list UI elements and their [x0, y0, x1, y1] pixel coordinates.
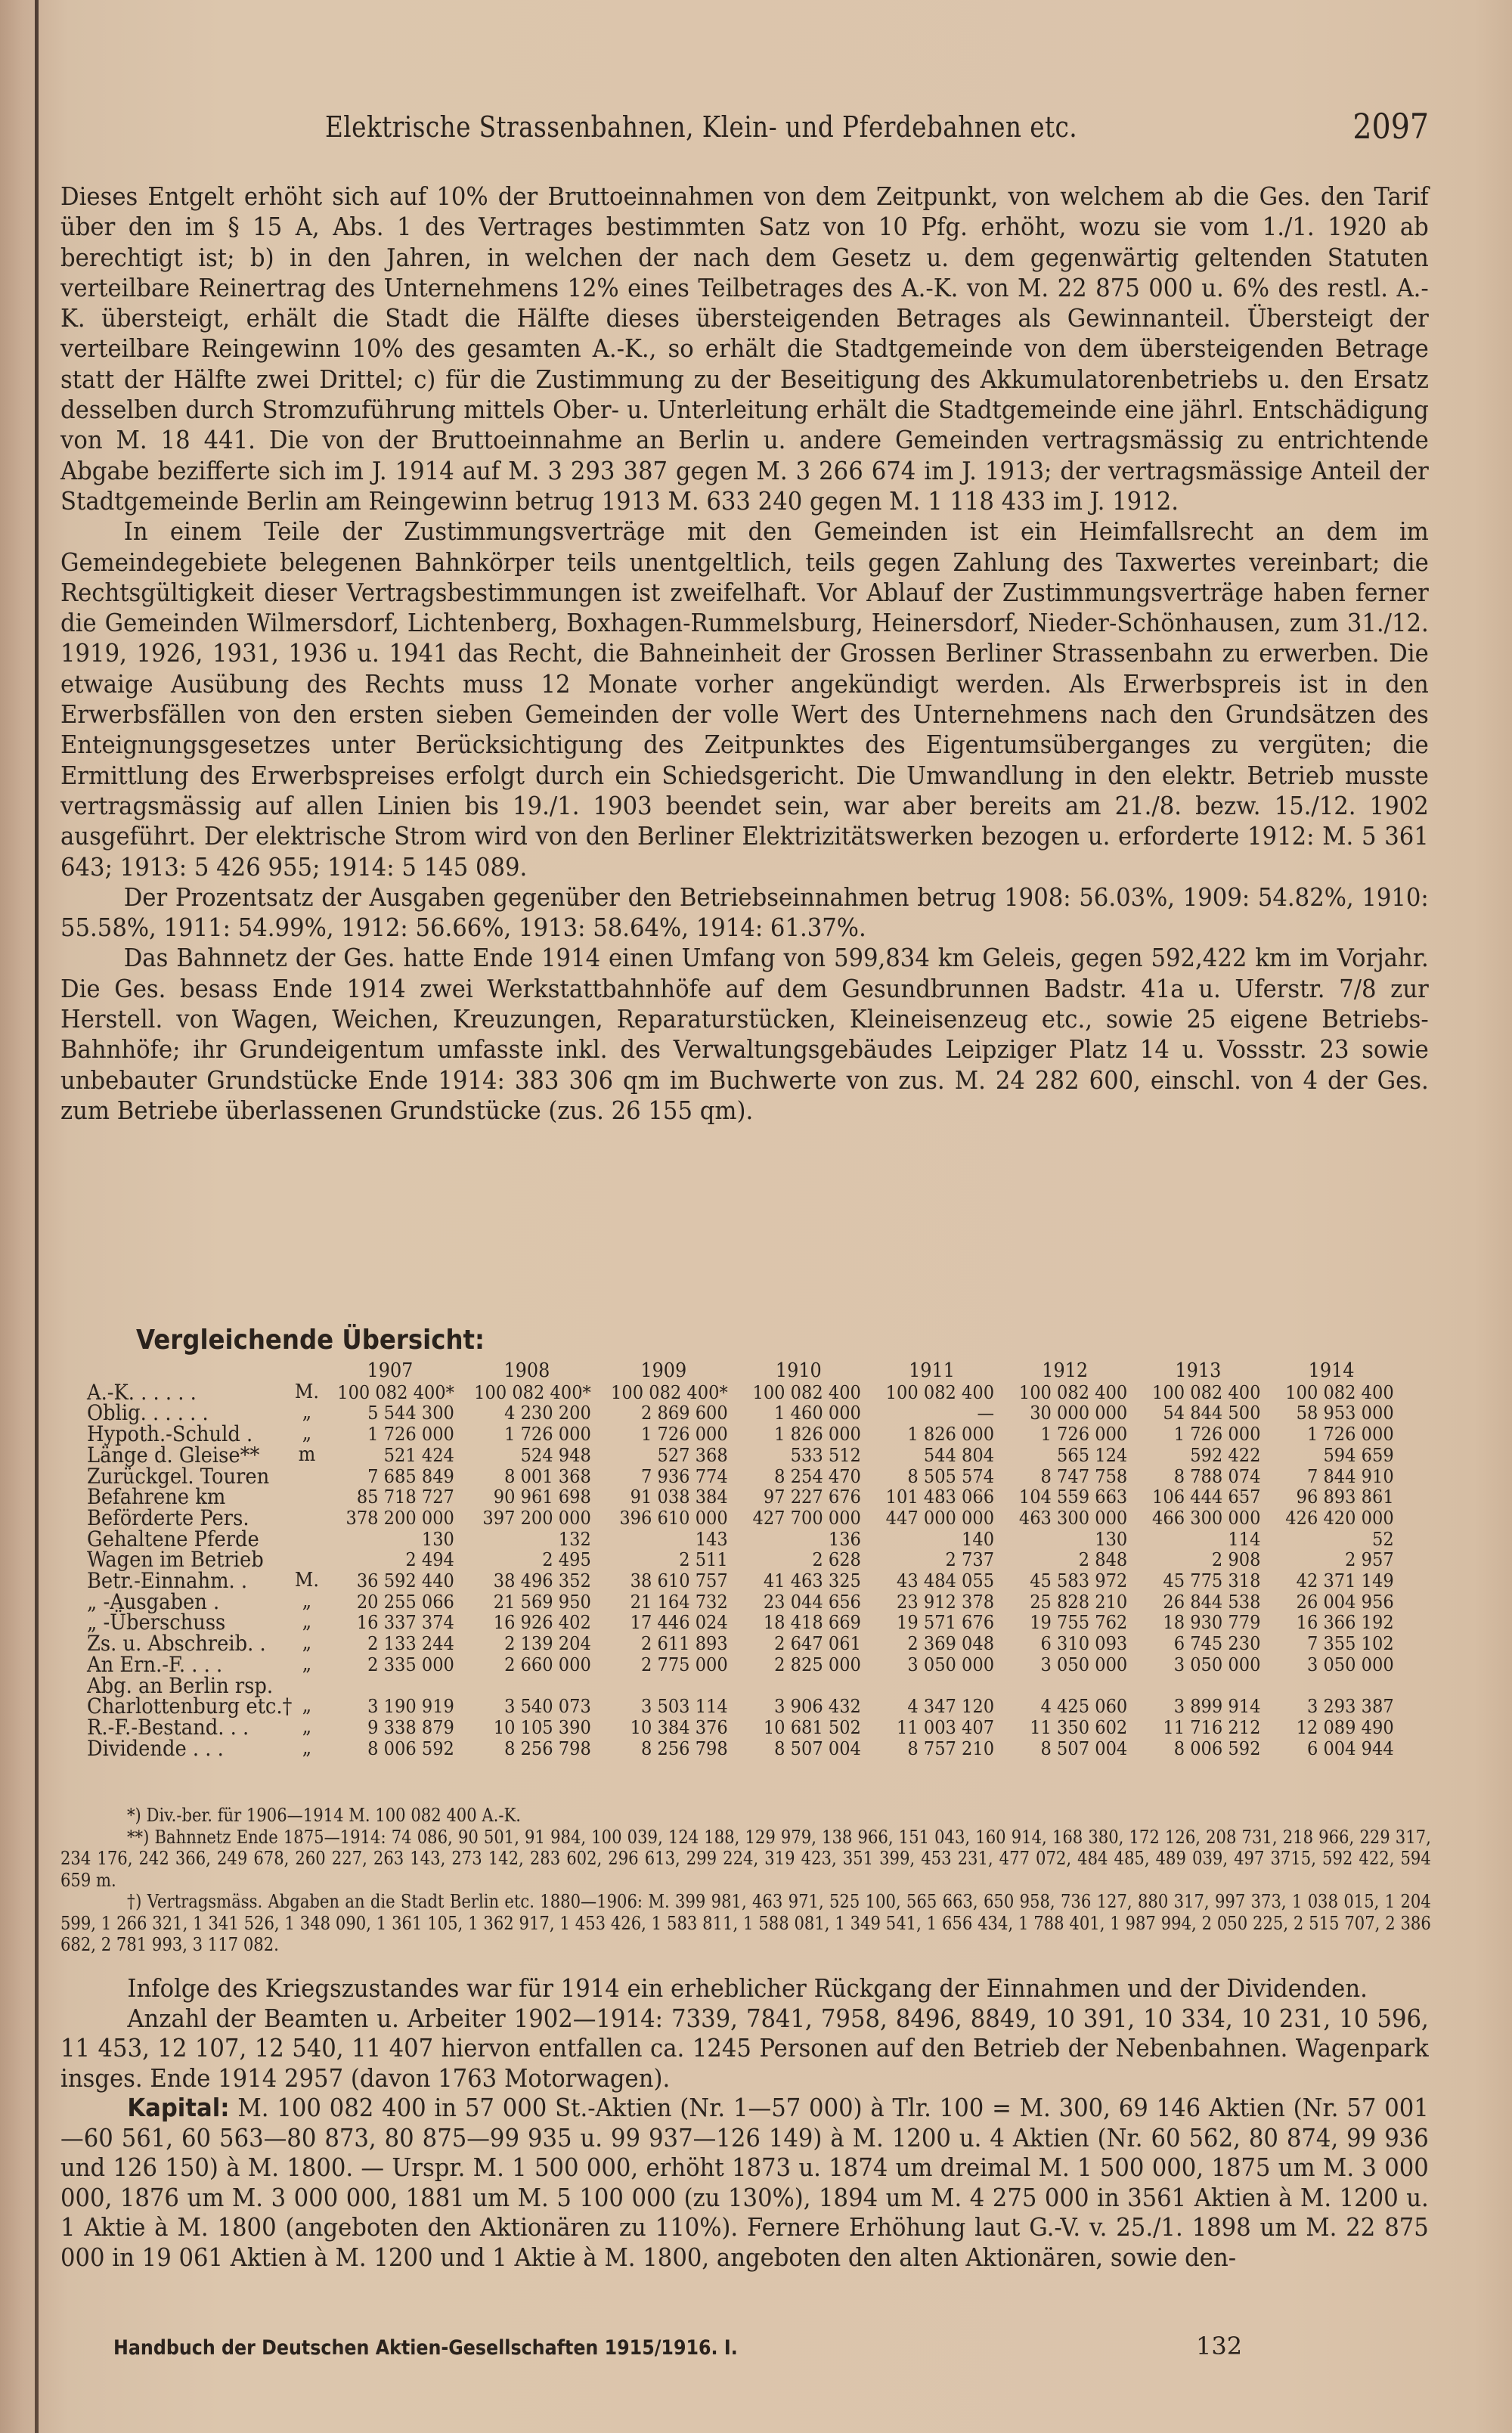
table-cell: 20 255 066 [356, 1590, 454, 1613]
table-cell: 143 [695, 1527, 728, 1550]
row-unit: „ [302, 1610, 312, 1634]
table-cell: 544 804 [923, 1443, 995, 1466]
table-cell: 17 446 024 [630, 1611, 728, 1634]
table-cell: 3 540 073 [504, 1695, 591, 1718]
table-cell: 3 906 432 [774, 1695, 861, 1718]
row-unit: „ [302, 1401, 312, 1424]
table-cell: 2 495 [542, 1548, 591, 1571]
row-unit: „ [302, 1736, 312, 1759]
row-label: Betr.-Einnahm. . [87, 1568, 248, 1594]
footnote-dagger: †) Vertragsmäss. Abgaben an die Stadt Berlin etc. 1880—1906: M. 399 981, 463 971, 525 100, 565 663, 650 958, 736 127, 880 317, 997 373, 1 038 015, 1 204 599, 1 266 321, 1 341 526, 1 348 090, 1 361 105, 1 362 917, 1 453 426, 1 583 811, 1 588 081, 1 349 541, 1 656 434, 1 788 401, 1 987 994, 2 050 225, 2 515 707, 2 386 682, 2 781 993, 3 117 082. [60, 1891, 1431, 1955]
paragraph-employees: Anzahl der Beamten u. Arbeiter 1902—1914: 7339, 7841, 7958, 8496, 8849, 10 391, 10 334, 10 231, 10 596, 11 453, 12 107, 12 540, 11 407 hiervon entfallen ca. 1245 Personen auf den Betrieb der Nebenbahnen. Wagenpark insges. Ende 1914 2957 (davon 1763 Motorwagen). [60, 2003, 1429, 2093]
table-cell: 2 825 000 [774, 1653, 861, 1675]
table-cell: 100 082 400* [337, 1381, 454, 1403]
table-cell: 100 082 400* [611, 1381, 728, 1403]
table-cell: 9 338 879 [367, 1715, 454, 1738]
table-cell: 100 082 400 [1152, 1381, 1261, 1403]
row-label: Gehaltene Pferde [87, 1526, 259, 1551]
table-cell: 104 559 663 [1018, 1486, 1128, 1508]
table-row [87, 1654, 1398, 1675]
table-cell: 10 681 502 [763, 1715, 861, 1738]
paragraph-kapital [60, 2093, 1429, 2272]
table-row [87, 1466, 1398, 1487]
table-cell: 45 775 318 [1163, 1570, 1261, 1592]
table-cell: 21 164 732 [630, 1590, 728, 1613]
table-cell: 1 726 000 [1040, 1423, 1128, 1446]
table-cell: 521 424 [383, 1443, 454, 1466]
footer-title: Handbuch der Deutschen Aktien-Gesellschaften 1915/1916. I. [113, 2336, 738, 2360]
table-row [87, 1445, 1398, 1466]
table-cell: 21 569 950 [493, 1590, 591, 1613]
table-cell: 8 254 470 [774, 1464, 861, 1487]
table-cell: 6 745 230 [1173, 1632, 1261, 1655]
table-cell [732, 1675, 865, 1697]
row-label: R.-F.-Bestand. . . [87, 1714, 249, 1740]
row-label: Abg. an Berlin rsp. [87, 1672, 274, 1698]
table-cell: 54 844 500 [1163, 1402, 1261, 1424]
year-header: 1908 [503, 1359, 550, 1382]
table-cell: 18 930 779 [1163, 1611, 1261, 1634]
table-cell: 130 [421, 1527, 454, 1550]
table-cell: 114 [1228, 1527, 1261, 1550]
table-cell: 2 335 000 [367, 1653, 454, 1675]
table-cell: 90 961 698 [493, 1486, 591, 1508]
footnotes [60, 1805, 1431, 1956]
table-cell: 7 685 849 [367, 1464, 454, 1487]
kapital-label: Kapital: [127, 2093, 230, 2122]
table-cell: 96 893 861 [1296, 1486, 1394, 1508]
year-header: 1912 [1042, 1359, 1089, 1382]
table-cell: 447 000 000 [885, 1506, 995, 1529]
table-cell: 8 757 210 [907, 1737, 995, 1759]
table-cell: 136 [828, 1527, 861, 1550]
table-cell: 8 507 004 [774, 1737, 861, 1759]
table-cell: 100 082 400 [885, 1381, 995, 1403]
row-unit [292, 1486, 321, 1508]
running-title: Elektrische Strassenbahnen, Klein- und Pferdebahnen etc. [325, 110, 1078, 144]
table-cell: 10 105 390 [493, 1715, 591, 1738]
table-row [87, 1402, 1398, 1424]
row-unit [292, 1508, 321, 1529]
table-row [87, 1508, 1398, 1529]
table-cell: 1 726 000 [1173, 1423, 1261, 1446]
row-unit [292, 1466, 321, 1487]
table-cell: 2 869 600 [640, 1402, 728, 1424]
row-unit: „ [302, 1632, 312, 1655]
table-cell: 11 716 212 [1163, 1715, 1261, 1738]
kapital-text: M. 100 082 400 in 57 000 St.-Aktien (Nr. 1—57 000) à Tlr. 100 = M. 300, 69 146 Aktien (Nr. 57 001—60 561, 60 563—80 873, 80 875—99 935 u. 99 937—126 149) à M. 1200 u. 4 Aktien (Nr. 60 562, 80 874, 99 936 und 126 150) à M. 1800. — Urspr. M. 1 500 000, erhöht 1873 u. 1874 um dreimal M. 1 500 000, 1875 um M. 3 000 000, 1876 um M. 3 000 000, 1881 um M. 5 100 000 (zu 130%), 1894 um M. 4 275 000 in 3561 Aktien à M. 1200 u. 1 Aktie à M. 1800 (angeboten den Aktionären zu 110%). Fernere Erhöhung laut G.-V. v. 25./1. 1898 um M. 22 875 000 in 19 061 Aktien à M. 1200 und 1 Aktie à M. 1800, angeboten den alten Aktionären, sowie den- [60, 2093, 1429, 2272]
table-cell: 11 003 407 [897, 1715, 995, 1738]
row-label: Hypoth.-Schuld . [87, 1421, 253, 1447]
table-row [87, 1696, 1398, 1717]
table-cell: 2 511 [679, 1548, 728, 1571]
table-cell [1265, 1675, 1398, 1697]
table-cell: 2 775 000 [640, 1653, 728, 1675]
table-cell: 100 082 400 [1018, 1381, 1128, 1403]
footer-signature: 132 [1196, 2332, 1243, 2360]
table-cell: 91 038 384 [630, 1486, 728, 1508]
table-cell: 2 139 204 [504, 1632, 591, 1655]
row-label: Oblig. . . . . . [87, 1400, 209, 1426]
table-cell: 18 418 669 [763, 1611, 861, 1634]
row-label: Zurückgel. Touren [87, 1463, 270, 1489]
body-text-bottom [60, 1973, 1429, 2272]
table-cell [865, 1675, 998, 1697]
table-cell: 8 747 758 [1040, 1464, 1128, 1487]
table-cell: 8 006 592 [367, 1737, 454, 1759]
table-cell: 5 544 300 [367, 1402, 454, 1424]
table-cell: 2 848 [1078, 1548, 1128, 1571]
table-cell: 4 425 060 [1040, 1695, 1128, 1718]
table-cell: 427 700 000 [752, 1506, 861, 1529]
table-cell: 2 957 [1345, 1548, 1394, 1571]
table-cell: 100 082 400 [1285, 1381, 1394, 1403]
comparison-table [87, 1361, 1398, 1759]
table-cell: 533 512 [790, 1443, 861, 1466]
row-unit [292, 1529, 321, 1550]
table-cell: 8 006 592 [1173, 1737, 1261, 1759]
table-cell: 8 001 368 [504, 1464, 591, 1487]
table-row [87, 1675, 1398, 1697]
table-cell: 1 726 000 [640, 1423, 728, 1446]
table-cell: 3 050 000 [1173, 1653, 1261, 1675]
table-cell: 594 659 [1323, 1443, 1394, 1466]
table-cell: 26 844 538 [1163, 1590, 1261, 1613]
comparison-heading: Vergleichende Übersicht: [136, 1325, 485, 1356]
year-header: 1910 [775, 1359, 822, 1382]
table-cell: 19 571 676 [897, 1611, 995, 1634]
table-cell: 396 610 000 [619, 1506, 728, 1529]
table-cell: 527 368 [657, 1443, 728, 1466]
table-row [87, 1633, 1398, 1654]
row-unit: m [298, 1443, 316, 1466]
table-cell: 8 256 798 [640, 1737, 728, 1759]
table-cell: 378 200 000 [345, 1506, 454, 1529]
table-cell: 16 926 402 [493, 1611, 591, 1634]
table-cell: 132 [558, 1527, 591, 1550]
table-cell: 3 899 914 [1173, 1695, 1261, 1718]
table-cell: 100 082 400 [752, 1381, 861, 1403]
page-header [0, 106, 1493, 151]
table-cell: 23 044 656 [763, 1590, 861, 1613]
row-unit: M. [294, 1380, 320, 1403]
table-cell: 7 844 910 [1306, 1464, 1394, 1487]
paragraph-reversion-rights: In einem Teile der Zustimmungsverträge mit den Gemeinden ist ein Heimfallsrecht an dem im Gemeindegebiete belegenen Bahnkörper teils unentgeltlich, teils gegen Zahlung des Taxwertes vereinbart; die Rechtsgültigkeit dieser Vertragsbestimmungen ist zweifelhaft. Vor Ablauf der Zustimmungsverträge haben ferner die Gemeinden Wilmersdorf, Lichtenberg, Boxhagen-Rummelsburg, Heinersdorf, Nieder-Schönhausen, zum 31./12. 1919, 1926, 1931, 1936 u. 1941 das Recht, die Bahneinheit der Grossen Berliner Strassenbahn zu erwerben. Die etwaige Ausübung des Rechts muss 12 Monate vorher angekündigt werden. Als Erwerbspreis ist in den Erwerbsfällen von den ersten sieben Gemeinden der volle Wert des Unternehmens nach den Grundsätzen des Enteignungsgesetzes unter Berücksichtigung des Zeitpunktes des Eigentumsüberganges zu vergüten; die Ermittlung des Erwerbspreises erfolgt durch ein Schiedsgericht. Die Umwandlung in den elektr. Betrieb musste vertragsmässig auf allen Linien bis 19./1. 1903 beendet sein, war aber bereits am 21./8. bezw. 15./12. 1902 ausgeführt. Der elektrische Strom wird von den Berliner Elektrizitätswerken bezogen u. erforderte 1912: M. 5 361 643; 1913: 5 426 955; 1914: 5 145 089. [60, 516, 1429, 882]
table-row [87, 1612, 1398, 1633]
table-cell: 2 908 [1211, 1548, 1261, 1571]
row-label: Länge d. Gleise** [87, 1442, 260, 1468]
row-unit [292, 1675, 321, 1697]
row-label: Charlottenburg etc.† [87, 1694, 293, 1719]
table-cell: 8 505 574 [907, 1464, 995, 1487]
row-label: „ -Überschuss [87, 1610, 226, 1635]
table-cell: 140 [962, 1527, 995, 1550]
table-cell: 1 726 000 [1306, 1423, 1394, 1446]
row-unit: „ [302, 1652, 312, 1675]
table-cell: 7 355 102 [1306, 1632, 1394, 1655]
table-cell: 565 124 [1057, 1443, 1128, 1466]
header-unit-spacer [292, 1361, 321, 1382]
book-gutter [35, 0, 39, 2433]
table-cell: 3 050 000 [907, 1653, 995, 1675]
table-cell: 592 422 [1190, 1443, 1261, 1466]
table-cell: 3 190 919 [367, 1695, 454, 1718]
table-cell: 8 256 798 [504, 1737, 591, 1759]
table-cell: 101 483 066 [885, 1486, 995, 1508]
row-unit: „ [302, 1694, 312, 1718]
table-cell: 10 384 376 [630, 1715, 728, 1738]
table-cell: 45 583 972 [1030, 1570, 1128, 1592]
table-cell: 3 050 000 [1306, 1653, 1394, 1675]
table-cell: 42 371 149 [1296, 1570, 1394, 1592]
table-cell: 8 507 004 [1040, 1737, 1128, 1759]
table-cell [999, 1675, 1132, 1697]
table-cell: 1 460 000 [774, 1402, 861, 1424]
row-unit: „ [302, 1715, 312, 1738]
table-cell: 1 826 000 [907, 1423, 995, 1446]
table-body [87, 1379, 1398, 1761]
table-cell: 16 337 374 [356, 1611, 454, 1634]
table-cell: 2 494 [405, 1548, 454, 1571]
table-cell: 19 755 762 [1030, 1611, 1128, 1634]
table-cell: 2 737 [945, 1548, 995, 1571]
table-row [87, 1570, 1398, 1592]
year-header: 1913 [1175, 1359, 1222, 1382]
row-label: Zs. u. Abschreib. . [87, 1631, 266, 1657]
table-cell: 38 496 352 [493, 1570, 591, 1592]
paragraph-municipal-fees: Dieses Entgelt erhöht sich auf 10% der Bruttoeinnahmen von dem Zeitpunkt, von welchem ab die Ges. den Tarif über den im § 15 A, Abs. 1 des Vertrages bestimmten Satz von 10 Pfg. erhöht, wozu sie vom 1./1. 1920 ab berechtigt ist; b) in den Jahren, in welchen der nach dem Gesetz u. dem gegenwärtig geltenden Statuten verteilbare Reinertrag des Unternehmens 12% eines Teilbetrages des A.-K. von M. 22 875 000 u. 6% des restl. A.-K. übersteigt, erhält die Stadt die Hälfte dieses übersteigenden Betrages als Gewinnanteil. Übersteigt der verteilbare Reingewinn 10% des gesamten A.-K., so erhält die Stadtgemeinde von dem übersteigenden Betrage statt der Hälfte zwei Drittel; c) für die Zustimmung zu der Beseitigung des Akkumulatorenbetriebs u. den Ersatz desselben durch Stromzuführung mittels Ober- u. Unterleitung erhält die Stadtgemeinde eine jährl. Entschädigung von M. 18 441. Die von der Bruttoeinnahme an Berlin u. andere Gemeinden vertragsmässig zu entrichtende Abgabe bezifferte sich im J. 1914 auf M. 3 293 387 gegen M. 3 266 674 im J. 1913; der vertragsmässige Anteil der Stadtgemeinde Berlin am Reingewinn betrug 1913 M. 633 240 gegen M. 1 118 433 im J. 1912. [60, 181, 1429, 516]
table-cell: 3 050 000 [1040, 1653, 1128, 1675]
table-cell: 7 936 774 [640, 1464, 728, 1487]
table-row [87, 1549, 1398, 1570]
table-cell: 2 611 893 [640, 1632, 728, 1655]
table-cell: 23 912 378 [897, 1590, 995, 1613]
table-cell: 1 726 000 [367, 1423, 454, 1446]
row-unit: „ [302, 1422, 312, 1446]
table-cell [322, 1675, 459, 1697]
table-cell: 58 953 000 [1296, 1402, 1394, 1424]
table-cell: 2 369 048 [907, 1632, 995, 1655]
row-label: Wagen im Betrieb [87, 1547, 264, 1573]
row-unit: „ [302, 1589, 312, 1613]
table-cell: 463 300 000 [1018, 1506, 1128, 1529]
header-label-spacer [87, 1361, 292, 1382]
table-header-row [87, 1361, 1398, 1382]
row-label: Dividende . . . [87, 1735, 224, 1761]
table-cell: 43 484 055 [897, 1570, 995, 1592]
table-cell: 3 293 387 [1306, 1695, 1394, 1718]
row-label: An Ern.-F. . . . [87, 1651, 223, 1677]
table-cell: 12 089 490 [1296, 1715, 1394, 1738]
paragraph-expense-ratio: Der Prozentsatz der Ausgaben gegenüber den Betriebseinnahmen betrug 1908: 56.03%, 1909: 54.82%, 1910: 55.58%, 1911: 54.99%, 1912: 56.66%, 1913: 58.64%, 1914: 61.37%. [60, 882, 1429, 943]
table-row [87, 1486, 1398, 1508]
table-cell: 25 828 210 [1030, 1590, 1128, 1613]
row-label: Befahrene km [87, 1484, 226, 1510]
table-cell: 36 592 440 [356, 1570, 454, 1592]
table-row [87, 1424, 1398, 1445]
footnote-asterisk: *) Div.-ber. für 1906—1914 M. 100 082 400 A.-K. [127, 1805, 521, 1826]
table-cell: 466 300 000 [1152, 1506, 1261, 1529]
table-cell: 8 788 074 [1173, 1464, 1261, 1487]
table-cell: 100 082 400* [474, 1381, 591, 1403]
table-cell: 426 420 000 [1285, 1506, 1394, 1529]
table-cell: 6 310 093 [1040, 1632, 1128, 1655]
table-cell: 3 503 114 [640, 1695, 728, 1718]
table-cell: 4 347 120 [907, 1695, 995, 1718]
year-header: 1911 [909, 1359, 955, 1382]
table-cell [458, 1675, 595, 1697]
year-header: 1914 [1308, 1359, 1355, 1382]
year-header: 1907 [367, 1359, 414, 1382]
table-row [87, 1592, 1398, 1613]
table-cell: 97 227 676 [763, 1486, 861, 1508]
table-cell: 4 230 200 [504, 1402, 591, 1424]
table-row [87, 1738, 1398, 1759]
row-label: A.-K. . . . . . [87, 1379, 197, 1405]
table-cell: 85 718 727 [356, 1486, 454, 1508]
table-cell: 130 [1095, 1527, 1128, 1550]
table-cell: 26 004 956 [1296, 1590, 1394, 1613]
table-cell: 11 350 602 [1030, 1715, 1128, 1738]
footnote-double-asterisk: **) Bahnnetz Ende 1875—1914: 74 086, 90 501, 91 984, 100 039, 124 188, 129 979, 138 966, 151 043, 160 914, 168 380, 172 126, 208 731, 218 966, 229 317, 234 176, 242 366, 249 678, 260 227, 263 143, 273 142, 283 602, 296 613, 299 224, 319 423, 351 399, 453 231, 477 072, 484 485, 489 039, 497 3715, 592 422, 594 659 m. [60, 1826, 1431, 1891]
table-cell: 2 660 000 [504, 1653, 591, 1675]
table-cell: 1 826 000 [774, 1423, 861, 1446]
table-cell: 106 444 657 [1152, 1486, 1261, 1508]
table-cell: 397 200 000 [482, 1506, 591, 1529]
page-number: 2097 [1352, 106, 1429, 147]
table-cell: 2 628 [812, 1548, 861, 1571]
table-cell: 16 366 192 [1296, 1611, 1394, 1634]
table-cell: — [977, 1402, 995, 1424]
year-header: 1909 [640, 1359, 687, 1382]
table-row [87, 1382, 1398, 1403]
row-label: „ -Ausgaben . [87, 1588, 220, 1614]
table-cell: 52 [1371, 1527, 1394, 1550]
table-cell: 38 610 757 [630, 1570, 728, 1592]
page-footer [113, 2332, 1474, 2374]
row-unit [292, 1549, 321, 1570]
table-cell: 524 948 [520, 1443, 591, 1466]
table-cell: 41 463 325 [763, 1570, 861, 1592]
table-cell: 6 004 944 [1306, 1737, 1394, 1759]
row-unit: M. [294, 1569, 320, 1592]
body-text-top [60, 181, 1429, 1126]
row-label: Beförderte Pers. [87, 1505, 249, 1530]
table-cell [595, 1675, 732, 1697]
table-cell: 2 647 061 [774, 1632, 861, 1655]
table-row [87, 1717, 1398, 1738]
paragraph-rail-network: Das Bahnnetz der Ges. hatte Ende 1914 einen Umfang von 599,834 km Geleis, gegen 592,422 km im Vorjahr. Die Ges. besass Ende 1914 zwei Werkstattbahnhöfe auf dem Gesundbrunnen Badstr. 41a u. Uferstr. 7/8 zur Herstell. von Wagen, Weichen, Kreuzungen, Reparaturstücken, Kleineisenzeug etc., sowie 25 eigene Betriebs-Bahnhöfe; ihr Grundeigentum umfasste inkl. des Verwaltungsgebäudes Leipziger Platz 14 u. Vossstr. 23 sowie unbebauter Grundstücke Ende 1914: 383 306 qm im Buchwerte von zus. M. 24 282 600, einschl. von 4 der Ges. zum Betriebe überlassenen Grundstücke (zus. 26 155 qm). [60, 943, 1429, 1125]
table-row [87, 1529, 1398, 1550]
table-cell: 2 133 244 [367, 1632, 454, 1655]
paragraph-war-decline: Infolge des Kriegszustandes war für 1914 ein erheblicher Rückgang der Einnahmen und der Dividenden. [127, 1973, 1368, 2003]
table-cell: 30 000 000 [1030, 1402, 1128, 1424]
table-cell [1132, 1675, 1265, 1697]
table-cell: 1 726 000 [504, 1423, 591, 1446]
